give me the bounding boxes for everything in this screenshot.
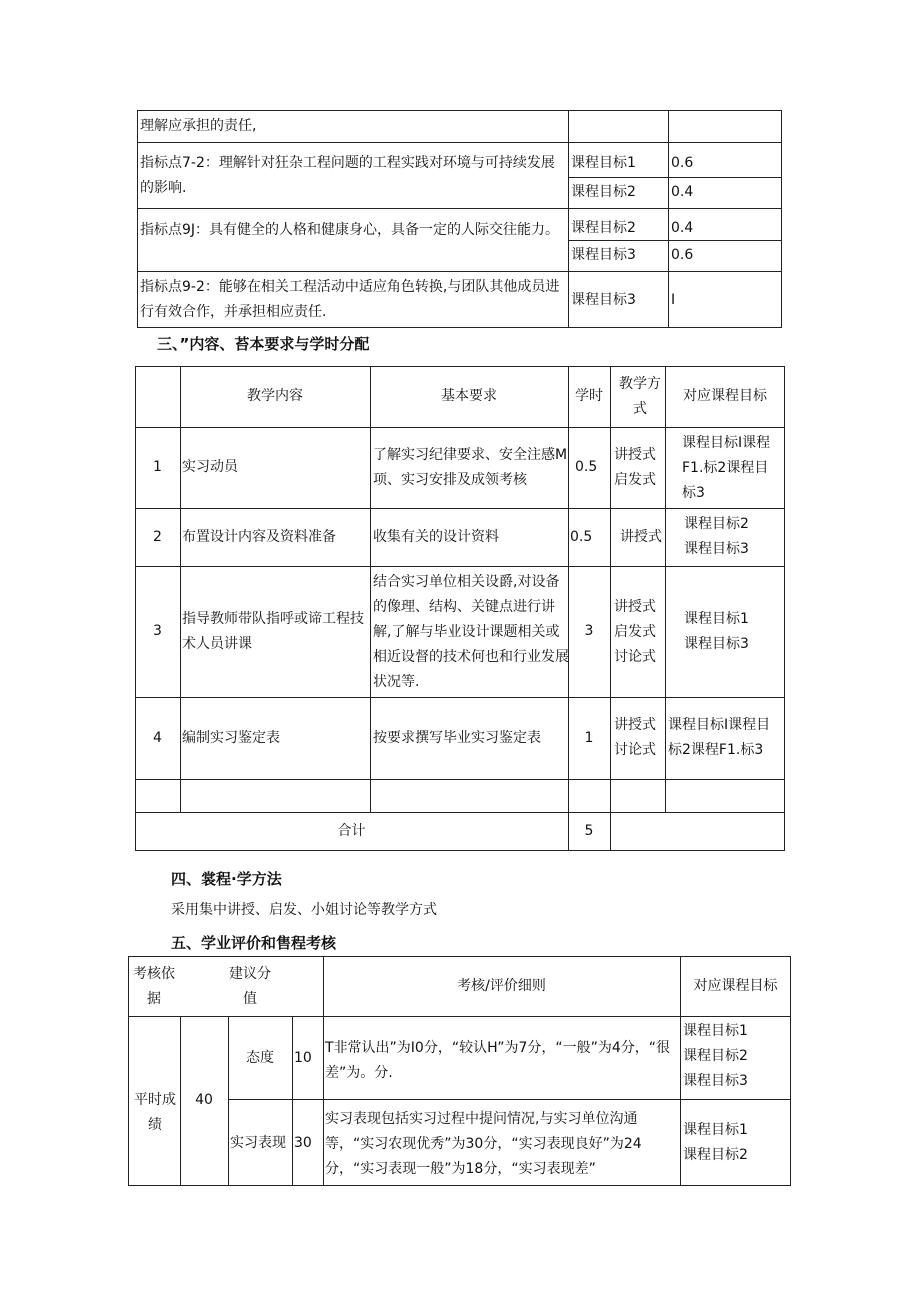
row4-hours: 1	[584, 730, 594, 746]
col-header-req: 基本要求	[441, 388, 497, 404]
row3-method: 讲授式启发式讨论式	[614, 599, 656, 665]
row1-req: 了解实习纪律要求、安全注感M项、实习安排及成领考核	[373, 447, 568, 488]
row4-method: 讲授式讨论式	[614, 717, 656, 758]
row1-goal: 课程目标I课程F1.标2课程目标3	[682, 435, 771, 501]
row2-content: 布置设计内容及资料准备	[182, 529, 336, 545]
row4-goal: 课程目标I课程目标2课程F1.标3	[668, 717, 771, 758]
item-attitude: 态度	[246, 1050, 274, 1066]
outcome-row0-text: 理解应承担的责任,	[140, 118, 257, 134]
row1-content: 实习动员	[182, 459, 238, 475]
outcome-row3-goal: 课程目标3	[571, 292, 636, 308]
row4-no: 4	[153, 730, 162, 746]
total-hours: 5	[584, 823, 594, 839]
outcome-row1-goal1: 课程目标1	[571, 155, 636, 171]
outcome-row2-text: 指标点9J：具有健全的人格和健康身心，具备一定的人际交往能力。	[140, 222, 560, 238]
row1-no: 1	[153, 459, 162, 475]
section5-title: 五、学业评价和售程考核	[171, 934, 337, 952]
item-performance-points: 30	[294, 1135, 312, 1151]
col-header-hours: 学时	[575, 388, 603, 404]
outcome-row1-text: 指标点7-2：理解针对狂杂工程问题的工程实践对环境与可持续发展的影响.	[140, 155, 555, 196]
section4-body: 采用集中讲授、启发、小姐讨论等教学方式	[171, 902, 437, 918]
section4-title: 四、裳程·学方法	[171, 870, 282, 888]
row4-req: 按要求撰写毕业实习鉴定表	[373, 730, 541, 746]
outcome-row2-weight1: 0.4	[671, 220, 694, 236]
row2-no: 2	[153, 529, 162, 545]
header-score: 建议分值	[229, 966, 271, 1007]
col-header-goal: 对应课程目标	[683, 388, 767, 404]
outcome-row1-weight1: 0.6	[671, 155, 694, 171]
outcome-row1-weight2: 0.4	[671, 184, 694, 200]
header-rules: 考核/评价细则	[457, 978, 546, 994]
row3-content: 指导教师带队指呼或谛工程技术人员讲课	[182, 611, 364, 652]
row1-hours: 0.5	[575, 459, 598, 475]
row2-method: 讲授式	[620, 529, 662, 545]
row2-req: 收集有关的设计资料	[373, 529, 499, 545]
item-attitude-rule: T非常认出”为I0分，“较认H”为7分，“一般”为4分，“很差”为。分.	[325, 1040, 671, 1081]
item-performance: 实习表现	[230, 1135, 286, 1151]
row2-hours: 0.5	[570, 529, 593, 545]
row1-method: 讲授式启发式	[614, 447, 656, 488]
outcome-row3-text: 指标点9-2：能够在相关工程活动中适应角色转换,与团队其他成员进行有效合作，并承担相应责任.	[140, 279, 560, 320]
outcome-row1-goal2: 课程目标2	[571, 184, 636, 200]
row3-no: 3	[153, 623, 162, 639]
item-attitude-goal: 课程目标1课程目标2课程目标3	[683, 1023, 748, 1089]
header-goal: 对应课程目标	[693, 978, 778, 994]
item-performance-rule: 实习表现包括实习过程中提问情况,与实习单位沟通等，“实习农现优秀”为30分，“实习表现良好”为24分，“实习表现一般”为18分，“实习表现差”	[325, 1111, 642, 1177]
outcome-row3-weight: I	[671, 292, 676, 308]
row4-content: 编制实习鉴定表	[182, 730, 280, 746]
total-label: 合计	[337, 823, 366, 839]
group-name: 平时成绩	[134, 1092, 176, 1133]
row3-hours: 3	[584, 623, 594, 639]
outcome-row2-goal2: 课程目标3	[571, 247, 636, 263]
row2-goal: 课程目标2课程目标3	[684, 516, 749, 557]
item-attitude-points: 10	[294, 1050, 312, 1066]
col-header-content: 教学内容	[247, 388, 303, 404]
outcome-row2-goal1: 课程目标2	[571, 220, 636, 236]
outcome-row2-weight2: 0.6	[671, 247, 694, 263]
group-score: 40	[195, 1092, 213, 1108]
item-performance-goal: 课程目标1课程目标2	[683, 1122, 748, 1163]
section3-title: 三、”内容、苔本要求与学时分配	[157, 335, 370, 353]
row3-req: 结合实习单位相关设爵,对设备的像理、结构、关键点进行讲解,了解与毕业设计课题相关或相近设督的技术何也和行业发展状况等.	[373, 574, 569, 690]
col-header-method: 教学方式	[619, 376, 661, 417]
row3-goal: 课程目标1课程目标3	[684, 611, 749, 652]
header-basis: 考核依据	[133, 966, 175, 1007]
